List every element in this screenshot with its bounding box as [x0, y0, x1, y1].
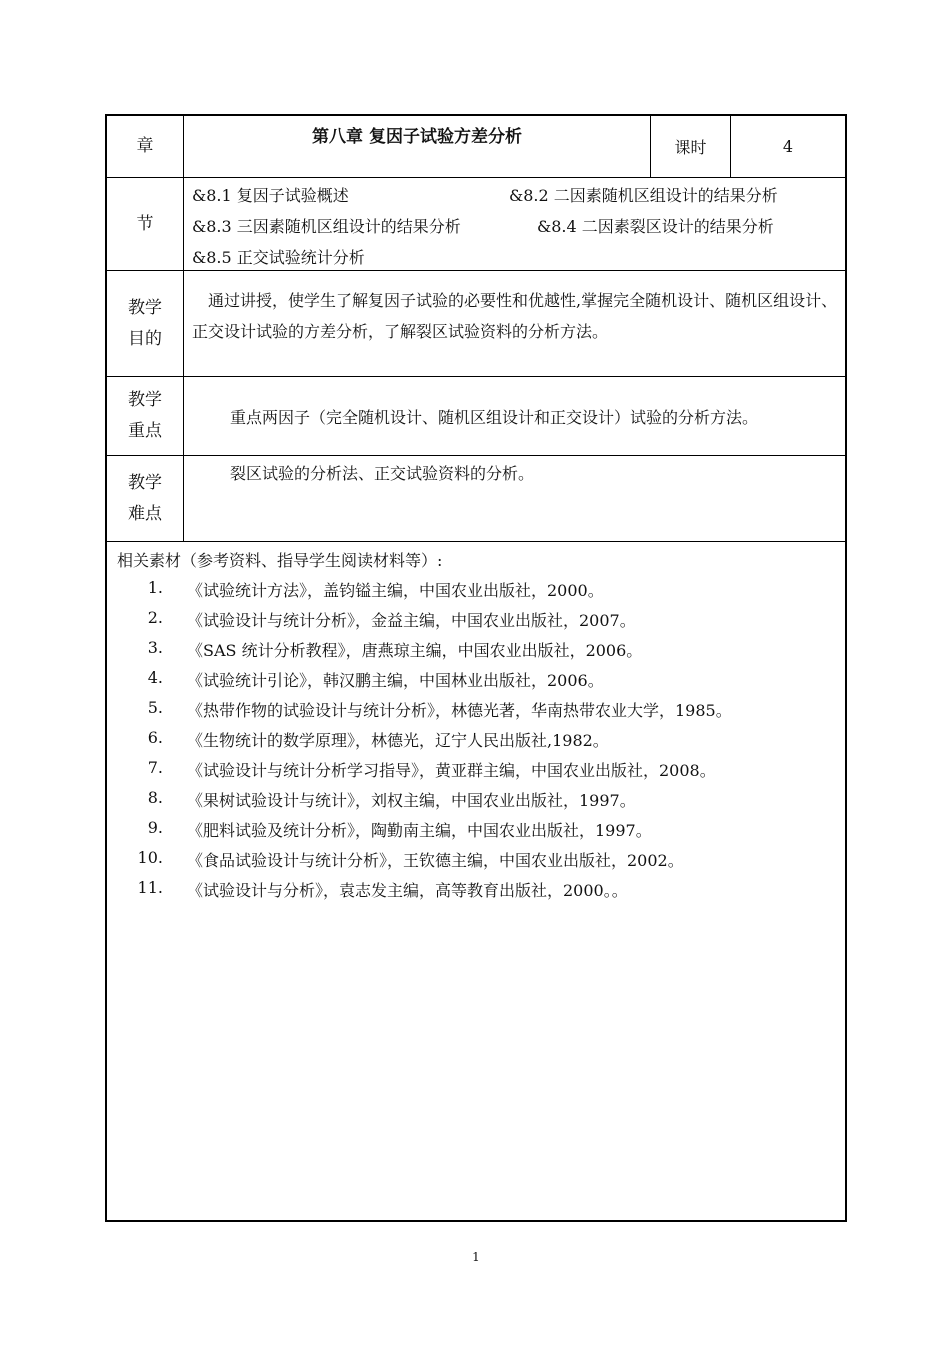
- reference-number: 5.: [147, 698, 163, 717]
- key-points-row: [107, 377, 845, 456]
- reference-text: 《试验设计与统计分析》，金益主编，中国农业出版社，2007。: [187, 611, 636, 630]
- reference-text: 《SAS 统计分析教程》，唐燕琼主编，中国农业出版社，2006。: [187, 641, 643, 660]
- reference-number: 3.: [147, 638, 163, 657]
- difficulties-text: 裂区试验的分析法、正交试验资料的分析。: [230, 464, 535, 483]
- reference-number: 10.: [137, 848, 163, 867]
- sections-label: 节: [107, 178, 184, 270]
- reference-item: [107, 878, 845, 908]
- difficulties-row: [107, 456, 845, 542]
- reference-number: 1.: [147, 578, 163, 597]
- materials-list: [107, 578, 845, 908]
- section-item: &8.4 二因素裂区设计的结果分析: [537, 217, 774, 236]
- key-points-text: 重点两因子（完全随机设计、随机区组设计和正交设计）试验的分析方法。: [230, 408, 759, 427]
- reference-number: 2.: [147, 608, 163, 627]
- difficulties-label: 教学 难点: [107, 456, 184, 541]
- reference-number: 4.: [147, 668, 163, 687]
- chapter-content: [184, 116, 845, 177]
- reference-number: 7.: [147, 758, 163, 777]
- reference-item: [107, 638, 845, 668]
- reference-text: 《肥料试验及统计分析》，陶勤南主编，中国农业出版社，1997。: [187, 821, 652, 840]
- reference-number: 11.: [137, 878, 163, 897]
- reference-text: 《试验设计与分析》，袁志发主编，高等教育出版社，2000。。: [187, 881, 628, 900]
- section-item: &8.5 正交试验统计分析: [192, 248, 365, 267]
- reference-item: [107, 608, 845, 638]
- class-hours-value: 4: [782, 137, 794, 156]
- sections-content: [184, 178, 845, 270]
- reference-text: 《生物统计的数学原理》，林德光，辽宁人民出版社,1982。: [187, 731, 609, 750]
- section-item: &8.1 复因子试验概述: [192, 186, 349, 205]
- objectives-row: [107, 271, 845, 377]
- reference-text: 《果树试验设计与统计》，刘权主编，中国农业出版社，1997。: [187, 791, 636, 810]
- objectives-text: 通过讲授，使学生了解复因子试验的必要性和优越性,掌握完全随机设计、随机区组设计、正交设计试验的方差分析，了解裂区试验资料的分析方法。: [192, 291, 838, 341]
- lesson-plan-table: [105, 114, 847, 1222]
- objectives-content: [184, 271, 845, 376]
- reference-item: [107, 818, 845, 848]
- sections-row: [107, 178, 845, 271]
- reference-number: 9.: [147, 818, 163, 837]
- reference-item: [107, 848, 845, 878]
- chapter-label: 章: [107, 116, 184, 177]
- reference-item: [107, 758, 845, 788]
- chapter-row: [107, 116, 845, 178]
- section-item: &8.3 三因素随机区组设计的结果分析: [192, 217, 461, 236]
- page-number: 1: [472, 1250, 480, 1264]
- reference-number: 8.: [147, 788, 163, 807]
- reference-item: [107, 698, 845, 728]
- objectives-label: 教学 目的: [107, 271, 184, 376]
- difficulties-content: [184, 456, 845, 541]
- key-points-label: 教学 重点: [107, 377, 184, 455]
- class-hours-label: 课时: [651, 116, 731, 177]
- reference-text: 《试验统计方法》，盖钧镒主编，中国农业出版社，2000。: [187, 581, 604, 600]
- reference-text: 《试验设计与统计分析学习指导》，黄亚群主编，中国农业出版社，2008。: [187, 761, 716, 780]
- chapter-title: 第八章 复因子试验方差分析: [184, 116, 651, 177]
- section-item: &8.2 二因素随机区组设计的结果分析: [509, 186, 778, 205]
- reference-text: 《食品试验设计与统计分析》，王钦德主编，中国农业出版社，2002。: [187, 851, 684, 870]
- reference-item: [107, 728, 845, 758]
- key-points-content: [184, 377, 845, 455]
- reference-item: [107, 668, 845, 698]
- reference-item: [107, 578, 845, 608]
- reference-number: 6.: [147, 728, 163, 747]
- materials-section: [107, 542, 845, 1220]
- reference-text: 《试验统计引论》，韩汉鹏主编，中国林业出版社，2006。: [187, 671, 604, 690]
- reference-item: [107, 788, 845, 818]
- reference-text: 《热带作物的试验设计与统计分析》，林德光著，华南热带农业大学，1985。: [187, 701, 732, 720]
- materials-heading: 相关素材（参考资料、指导学生阅读材料等）:: [117, 551, 443, 570]
